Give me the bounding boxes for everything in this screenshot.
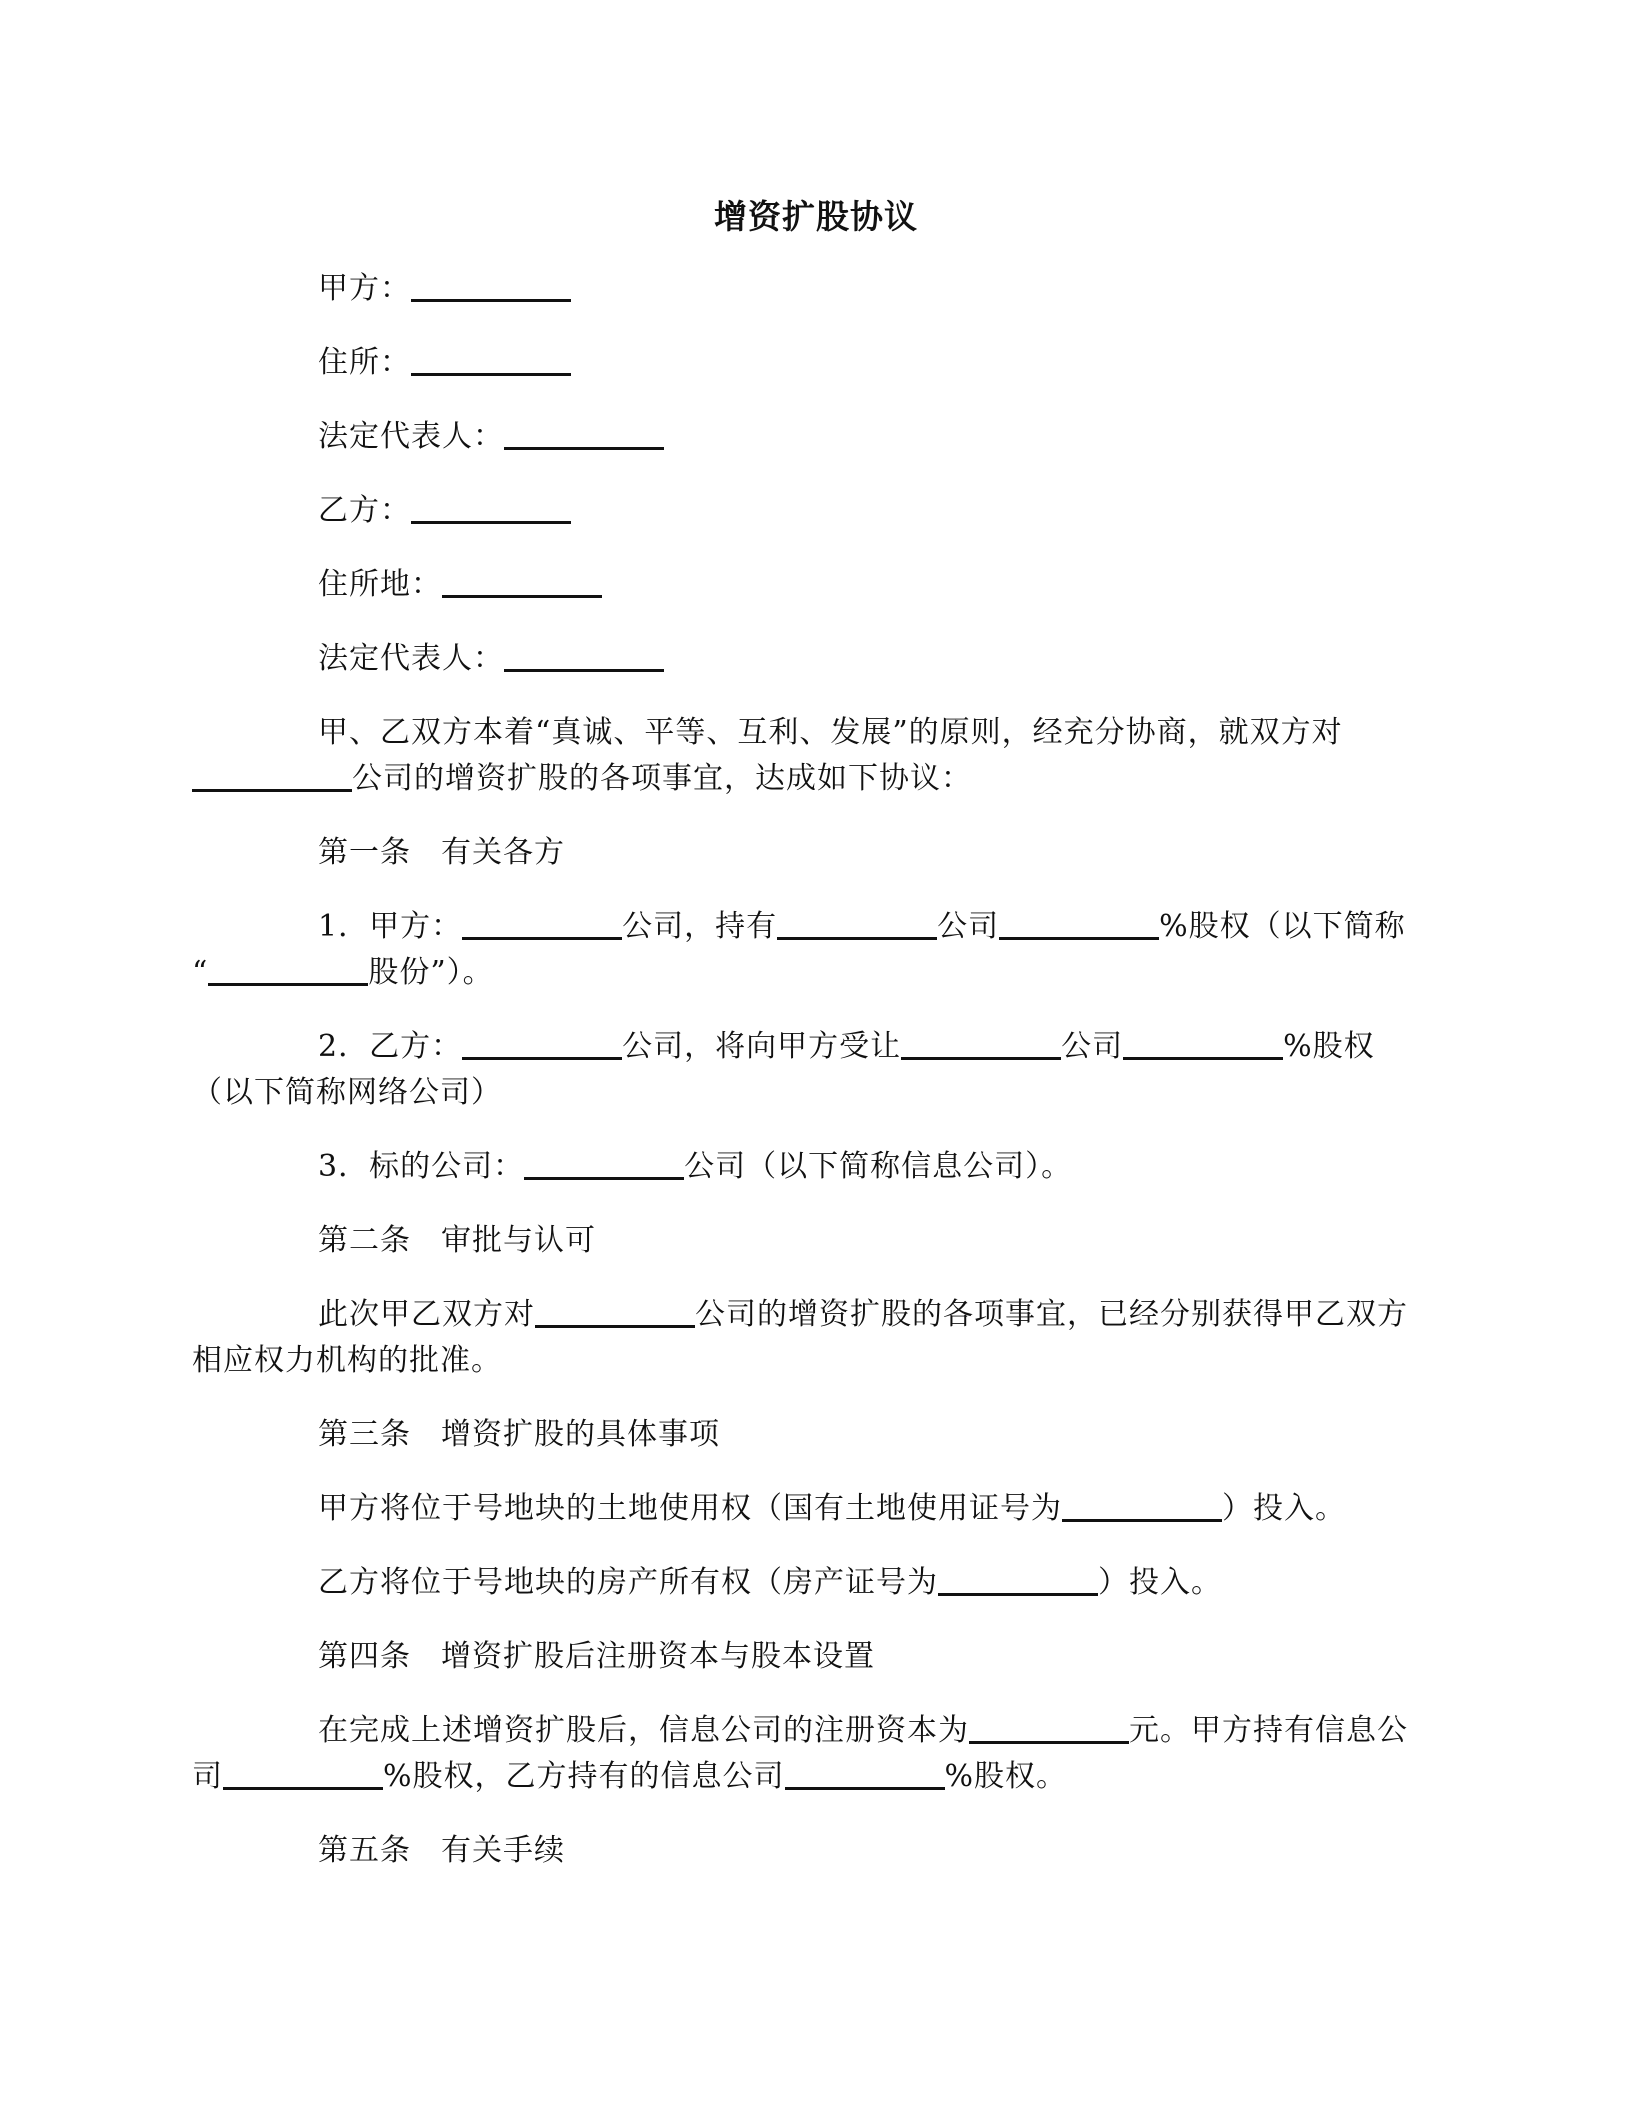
party-b-percent-blank[interactable] (785, 1758, 945, 1790)
article-1-item-3 (318, 1144, 1072, 1190)
article-1-heading (318, 830, 565, 876)
article-2-line-1 (318, 1292, 1408, 1338)
article-1-item-1-line-1 (318, 904, 1406, 950)
preamble-line-1: 甲、乙双方本着“真诚、平等、互利、发展”的原则，经充分协商，就双方对 (318, 715, 1343, 750)
party-a-address-label: 住所： (318, 345, 411, 380)
article-3-heading (318, 1412, 720, 1458)
registered-capital-blank[interactable] (969, 1712, 1129, 1744)
item-1-text-4: 股份”）。 (368, 955, 494, 990)
article-1-number: 第一条 (318, 835, 411, 870)
land-certificate-blank[interactable] (1062, 1490, 1222, 1522)
article-3-title: 增资扩股的具体事项 (441, 1417, 720, 1452)
party-a-percent-blank[interactable] (223, 1758, 383, 1790)
article-2-line-2: 相应权力机构的批准。 (192, 1343, 502, 1378)
party-a-blank[interactable] (411, 270, 571, 302)
item-1-text-1: 公司，持有 (622, 909, 778, 944)
article-4-number: 第四条 (318, 1639, 411, 1674)
item-1-text-2: 公司 (937, 909, 1000, 944)
property-certificate-blank[interactable] (938, 1564, 1098, 1596)
article-3-number: 第三条 (318, 1417, 411, 1452)
article-1-item-1-line-2 (192, 950, 494, 996)
article-3-para-1 (318, 1486, 1346, 1532)
item-2-text-3: %股权 (1283, 1029, 1375, 1064)
party-a-label: 甲方： (318, 271, 411, 306)
item-3-prefix: 3．标的公司： (318, 1149, 525, 1184)
article-4-text-5: %股权。 (944, 1759, 1068, 1794)
article-2-title: 审批与认可 (441, 1223, 596, 1258)
article-2-number: 第二条 (318, 1223, 411, 1258)
party-b-label: 乙方： (318, 493, 411, 528)
item-3-company-blank[interactable] (524, 1148, 684, 1180)
article-4-text-2: 元。甲方持有信息公 (1129, 1713, 1408, 1748)
article-5-title: 有关手续 (441, 1833, 565, 1868)
item-1-held-company-blank[interactable] (777, 908, 937, 940)
article-3-para-2-end: ）投入。 (1098, 1565, 1222, 1600)
article-4-line-1 (318, 1708, 1408, 1754)
preamble-line-2 (192, 756, 972, 802)
party-b-rep-blank[interactable] (504, 640, 664, 672)
article-3-para-1-end: ）投入。 (1222, 1491, 1346, 1526)
article-4-text-1: 在完成上述增资扩股后，信息公司的注册资本为 (318, 1713, 969, 1748)
article-3-para-2-text: 乙方将位于号地块的房产所有权（房产证号为 (318, 1565, 938, 1600)
article-2-heading (318, 1218, 596, 1264)
party-a-line (318, 266, 571, 312)
article-1-item-2-line-1 (318, 1024, 1375, 1070)
item-1-share-name-blank[interactable] (208, 954, 368, 986)
article-4-text-4: %股权，乙方持有的信息公司 (383, 1759, 785, 1794)
item-1-percent-blank[interactable] (999, 908, 1159, 940)
article-3-para-1-text: 甲方将位于号地块的土地使用权（国有土地使用证号为 (318, 1491, 1062, 1526)
item-3-text: 公司（以下简称信息公司）。 (684, 1149, 1073, 1184)
party-a-address-line (318, 340, 571, 386)
item-1-prefix: 1．甲方： (318, 909, 463, 944)
item-1-text-3: %股权（以下简称 (1159, 909, 1406, 944)
party-b-address-blank[interactable] (442, 566, 602, 598)
item-2-prefix: 2．乙方： (318, 1029, 463, 1064)
article-2-text-2: 公司的增资扩股的各项事宜，已经分别获得甲乙双方 (695, 1297, 1408, 1332)
party-b-address-line (318, 562, 602, 608)
party-a-address-blank[interactable] (411, 344, 571, 376)
article-1-item-2-line-2: （以下简称网络公司） (192, 1075, 502, 1110)
party-b-rep-line (318, 636, 664, 682)
item-2-transfer-company-blank[interactable] (901, 1028, 1061, 1060)
article-4-heading (318, 1634, 875, 1680)
party-a-rep-line (318, 414, 664, 460)
article-3-para-2 (318, 1560, 1222, 1606)
article-4-title: 增资扩股后注册资本与股本设置 (441, 1639, 875, 1674)
item-1-quote-open: “ (192, 955, 209, 990)
item-2-text-2: 公司 (1061, 1029, 1124, 1064)
article-5-heading (318, 1828, 565, 1874)
article-2-company-blank[interactable] (535, 1296, 695, 1328)
article-5-number: 第五条 (318, 1833, 411, 1868)
party-a-rep-blank[interactable] (504, 418, 664, 450)
article-4-line-2 (192, 1754, 1067, 1800)
party-b-address-label: 住所地： (318, 567, 442, 602)
preamble-company-blank[interactable] (192, 760, 352, 792)
item-2-company-blank[interactable] (462, 1028, 622, 1060)
article-2-text-1: 此次甲乙双方对 (318, 1297, 535, 1332)
article-4-text-3: 司 (192, 1759, 223, 1794)
party-b-blank[interactable] (411, 492, 571, 524)
document-title: 增资扩股协议 (714, 197, 918, 236)
item-2-percent-blank[interactable] (1123, 1028, 1283, 1060)
article-1-title: 有关各方 (441, 835, 565, 870)
party-b-line (318, 488, 571, 534)
party-b-rep-label: 法定代表人： (318, 641, 504, 676)
item-2-text-1: 公司，将向甲方受让 (622, 1029, 902, 1064)
preamble-line-2-text: 公司的增资扩股的各项事宜，达成如下协议： (352, 761, 972, 796)
party-a-rep-label: 法定代表人： (318, 419, 504, 454)
item-1-company-blank[interactable] (462, 908, 622, 940)
